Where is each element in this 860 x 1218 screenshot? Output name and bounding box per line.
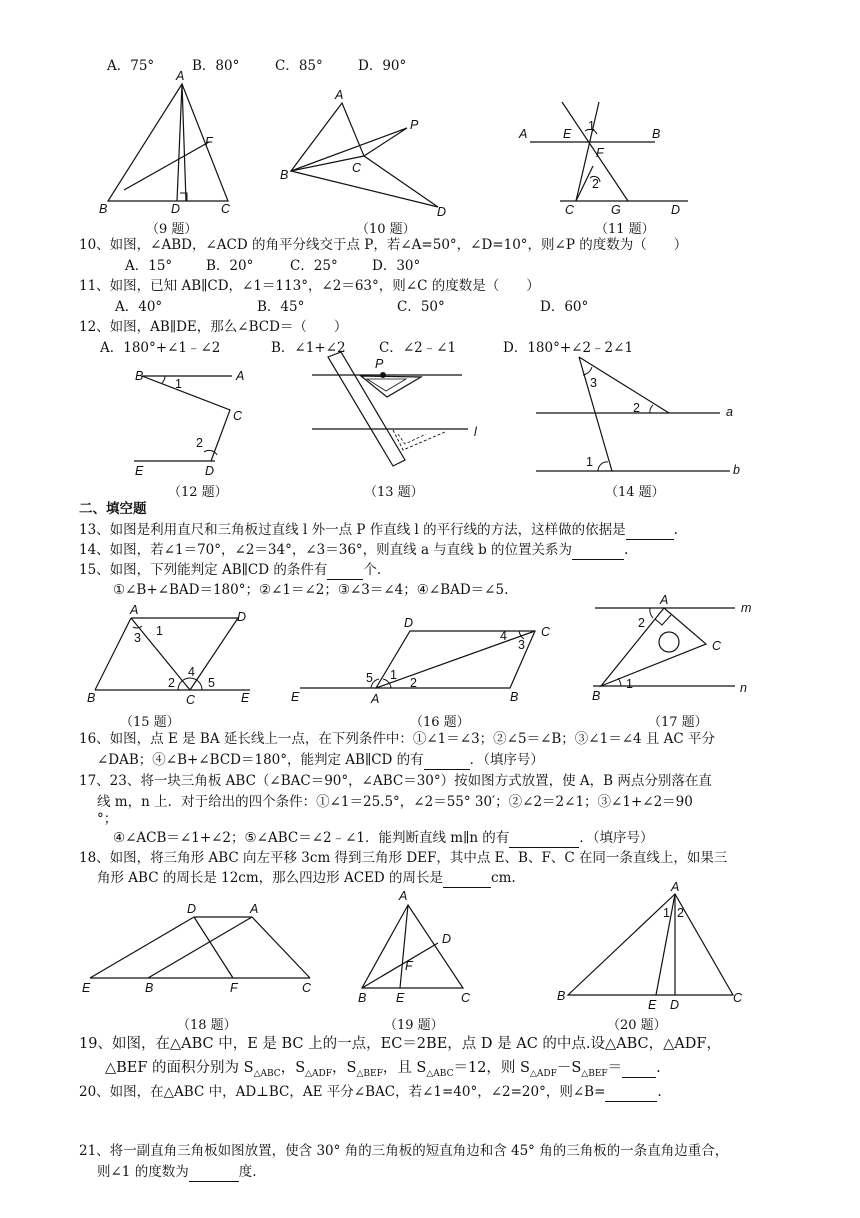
label-11-A: A: [519, 127, 528, 141]
label-14-b: b: [733, 463, 740, 477]
label-15-E: E: [241, 691, 250, 705]
q19-sub-bef-2: △BEF: [581, 1068, 608, 1079]
label-19-B: B: [358, 991, 367, 1005]
q19-line2: [105, 1059, 661, 1083]
caption-12: （12 题）: [168, 485, 228, 500]
figure-14: [536, 357, 740, 477]
q19-sub-abc: △ABC: [253, 1068, 281, 1079]
label-15-2: 2: [168, 676, 175, 690]
caption-16: （16 题）: [410, 715, 470, 730]
label-11-D: D: [671, 203, 681, 217]
q15-unit: 个.: [363, 562, 382, 578]
section-title: 二、填空题: [79, 501, 147, 517]
label-16-4: 4: [500, 629, 507, 643]
label-12-E: E: [135, 464, 144, 478]
q18-body: 角形 ABC 的周长是 12cm，那么四边形 ACED 的周长是: [97, 870, 444, 886]
figure-10: [280, 88, 446, 219]
q19-part-g: ＝: [607, 1060, 623, 1076]
label-19-F: F: [405, 959, 413, 973]
q19-part-e: ＝12，则 S: [453, 1060, 530, 1076]
figure-16: [291, 616, 551, 706]
label-11-1: 1: [588, 119, 595, 133]
caption-13: （13 题）: [364, 485, 424, 500]
caption-9: （9 题）: [146, 222, 198, 237]
label-12-2: 2: [196, 436, 203, 450]
q17-line4: [113, 829, 654, 848]
label-16-1: 1: [390, 668, 397, 682]
q14-blank[interactable]: [572, 541, 624, 560]
label-16-C: C: [541, 625, 551, 639]
q18-line1: 18、如图，将三角形 ABC 向左平移 3cm 得到三角形 DEF，其中点 E、B、F、C 在同一条直线上，如果三: [79, 850, 728, 866]
figure-12: [134, 369, 244, 478]
label-18-B: B: [145, 981, 154, 995]
label-12-D: D: [205, 464, 215, 478]
label-20-D: D: [670, 998, 680, 1012]
label-11-G: G: [611, 203, 621, 217]
label-18-C: C: [302, 981, 312, 995]
q12-option-a: A．180°+∠1﹣∠2: [100, 340, 221, 356]
label-14-a: a: [726, 405, 733, 419]
label-18-A: A: [250, 902, 259, 916]
figure-18: [82, 902, 312, 995]
q21-blank[interactable]: [189, 1163, 239, 1182]
q19-blank[interactable]: [622, 1059, 656, 1078]
q17-line1: 17、23、将一块三角板 ABC（∠BAC＝90°，∠ABC＝30°）按如图方式放置，使 A，B 两点分别落在直: [79, 773, 712, 789]
label-15-4: 4: [188, 665, 195, 679]
caption-14: （14 题）: [605, 485, 665, 500]
label-9-B: B: [99, 202, 108, 216]
label-17-B: B: [592, 689, 601, 703]
q19-part-d: ，且 S: [382, 1060, 427, 1076]
label-16-D: D: [404, 616, 414, 630]
label-12-C: C: [233, 409, 243, 423]
label-15-D: D: [237, 610, 247, 624]
caption-10: （10 题）: [356, 222, 416, 237]
q11-option-c: C．50°: [397, 299, 445, 315]
figure-11: [518, 102, 688, 217]
label-19-E: E: [396, 991, 405, 1005]
caption-15: （15 题）: [120, 715, 180, 730]
label-10-C: C: [352, 161, 362, 175]
q21-body: 则∠1 的度数为: [97, 1164, 189, 1180]
q18-blank[interactable]: [443, 869, 491, 888]
figure-15: [87, 603, 250, 707]
label-11-C: C: [565, 203, 575, 217]
label-11-2: 2: [592, 177, 599, 191]
q13-text: 13、如图是利用直尺和三角板过直线 l 外一点 P 作直线 l 的平行线的方法，这样做的依据是 .: [79, 522, 678, 538]
q18-tail: cm.: [491, 870, 516, 886]
figure-17: [592, 593, 751, 703]
q21-line2: [97, 1163, 257, 1182]
label-16-5: 5: [366, 671, 373, 685]
q11-option-a: A．40°: [115, 299, 163, 315]
q10-option-b: B．20°: [206, 258, 254, 274]
label-19-D: D: [442, 932, 452, 946]
caption-11: （11 题）: [595, 222, 655, 237]
caption-17: （17 题）: [648, 715, 708, 730]
q10-option-d: D．30°: [372, 258, 421, 274]
q16-line1: 16、如图，点 E 是 BA 延长线上一点，在下列条件中：①∠1＝∠3；②∠5＝∠B；③∠1＝∠4 且 AC 平分: [79, 731, 716, 747]
q10-option-a: A．15°: [125, 258, 173, 274]
q19-part-f: －S: [556, 1060, 582, 1076]
label-20-A: A: [671, 880, 680, 894]
q13-body: 13、如图是利用直尺和三角板过直线 l 外一点 P 作直线 l 的平行线的方法，这样做的依据是: [79, 522, 626, 538]
q15-blank[interactable]: [327, 561, 363, 580]
label-17-C: C: [712, 639, 722, 653]
label-12-1: 1: [175, 377, 182, 391]
q9-option-d: D．90°: [358, 58, 407, 74]
label-13-l: l: [474, 425, 477, 439]
q18-line2: [97, 869, 516, 888]
caption-19: （19 题）: [384, 1018, 444, 1033]
label-14-3: 3: [590, 376, 597, 390]
q19-part-a: △BEF 的面积分别为 S: [105, 1060, 254, 1076]
label-20-E: E: [648, 998, 657, 1012]
label-15-A: A: [130, 603, 139, 617]
q15-body: 15、如图，下列能判定 AB∥CD 的条件有: [79, 562, 328, 578]
label-17-1: 1: [626, 677, 633, 691]
label-17-2: 2: [638, 616, 645, 630]
label-15-3: 3: [134, 631, 141, 645]
label-16-3: 3: [518, 638, 525, 652]
label-9-A: A: [176, 69, 185, 83]
label-18-E: E: [82, 981, 91, 995]
q17-line2: 线 m，n 上．对于给出的四个条件：①∠1＝25.5°，∠2＝55° 30′；②∠2＝2∠1；③∠1+∠2＝90: [97, 794, 693, 810]
q17-blank[interactable]: [509, 829, 579, 848]
q19-sub-adf-2: △ADF: [529, 1068, 557, 1079]
q19-sub-bef: △BEF: [356, 1068, 383, 1079]
q14-body: 14、如图，若∠1＝70°，∠2＝34°，∠3＝36°，则直线 a 与直线 b 的位置关系为: [79, 542, 573, 558]
label-11-E: E: [563, 127, 572, 141]
q19-part-b: ，S: [280, 1060, 306, 1076]
q19-part-c: ，S: [332, 1060, 357, 1076]
q12-option-c: C．∠2﹣∠1: [379, 340, 457, 356]
q16-body: ∠DAB；④∠B+∠BCD＝180°，能判定 AB∥CD 的有: [97, 752, 424, 768]
label-10-P: P: [410, 118, 419, 132]
label-16-A: A: [371, 692, 380, 706]
q16-blank[interactable]: [424, 751, 470, 770]
q12-text: 12、如图，AB∥DE，那么∠BCD＝（ ）: [79, 319, 348, 335]
q9-option-b: B．80°: [192, 58, 240, 74]
q12-option-b: B．∠1+∠2: [271, 340, 346, 356]
label-20-2: 2: [677, 906, 684, 920]
q10-text: 10、如图，∠ABD，∠ACD 的角平分线交于点 P，若∠A=50°，∠D=10°，则∠P 的度数为（ ）: [79, 237, 688, 253]
label-13-P: P: [375, 357, 384, 371]
q17-body: ④∠ACB＝∠1+∠2；⑤∠ABC＝∠2﹣∠1．能判断直线 m∥n 的有: [113, 830, 510, 846]
label-12-A: A: [236, 369, 245, 383]
label-15-C: C: [186, 693, 196, 707]
label-16-E: E: [291, 690, 300, 704]
label-16-B: B: [510, 690, 519, 704]
q12-option-d: D．180°+∠2﹣2∠1: [503, 340, 634, 356]
q21-line1: 21、将一副直角三角板如图放置，使含 30° 角的三角板的短直角边和含 45° 角的三角板的一条直角边重合，: [79, 1143, 729, 1159]
q11-option-d: D．60°: [540, 299, 589, 315]
label-20-B: B: [557, 989, 566, 1003]
label-18-F: F: [230, 981, 238, 995]
caption-18: （18 题）: [177, 1018, 237, 1033]
label-9-F: F: [205, 135, 213, 149]
label-11-F: F: [596, 146, 604, 160]
label-16-2: 2: [410, 676, 417, 690]
label-10-A: A: [335, 88, 344, 102]
label-20-C: C: [733, 991, 743, 1005]
label-15-B: B: [87, 691, 96, 705]
label-17-A: A: [660, 593, 669, 607]
label-9-C: C: [221, 202, 231, 216]
label-9-D: D: [171, 202, 181, 216]
figure-9: [99, 69, 231, 216]
q19-line1: 19、如图，在△ABC 中，E 是 BC 上的一点，EC＝2BE，点 D 是 AC 的中点.设△ABC，△ADF，: [79, 1036, 721, 1052]
label-17-m: m: [741, 601, 752, 615]
label-14-2: 2: [633, 401, 640, 415]
q14-text: 14、如图，若∠1＝70°，∠2＝34°，∠3＝36°，则直线 a 与直线 b 的位置关系为 .: [79, 542, 629, 558]
q15-text: [79, 561, 381, 580]
q9-option-a: A．75°: [107, 58, 155, 74]
label-19-C: C: [461, 991, 471, 1005]
label-18-D: D: [187, 902, 197, 916]
label-11-B: B: [652, 127, 661, 141]
q19-sub-abc-2: △ABC: [426, 1068, 454, 1079]
figure-13: [312, 352, 478, 466]
label-19-A: A: [399, 889, 408, 903]
label-10-D: D: [437, 205, 447, 219]
label-10-B: B: [280, 168, 289, 182]
label-17-n: n: [740, 681, 747, 695]
figure-20: [557, 880, 743, 1012]
q10-option-c: C．25°: [290, 258, 338, 274]
q19-sub-adf: △ADF: [305, 1068, 333, 1079]
q11-option-b: B．45°: [257, 299, 305, 315]
label-12-B: B: [135, 369, 144, 383]
q20-body: 20、如图，在△ABC 中，AD⊥BC，AE 平分∠BAC，若∠1=40°，∠2=20°，则∠B=: [79, 1084, 606, 1100]
q17-tail: ．（填序号）: [579, 830, 654, 846]
q21-tail: 度.: [238, 1164, 257, 1180]
q20-blank[interactable]: [605, 1083, 657, 1102]
q15-conditions: ①∠B+∠BAD＝180°；②∠1＝∠2；③∠3＝∠4；④∠BAD＝∠5.: [113, 582, 509, 598]
q16-line2: [97, 751, 544, 770]
q11-text: 11、如图，已知 AB∥CD，∠1＝113°，∠2＝63°，则∠C 的度数是（ ）: [79, 278, 540, 294]
label-20-1: 1: [663, 906, 670, 920]
label-15-5: 5: [208, 676, 215, 690]
label-15-1: 1: [156, 624, 163, 638]
figure-19: [358, 889, 471, 1005]
q19-tail: .: [656, 1060, 661, 1076]
q16-tail: ．（填序号）: [469, 752, 544, 768]
q20-tail: .: [657, 1084, 662, 1100]
q9-option-c: C．85°: [275, 58, 323, 74]
q20-text: [79, 1083, 662, 1102]
caption-20: （20 题）: [607, 1018, 667, 1033]
label-14-1: 1: [586, 455, 593, 469]
q17-line3: °；: [97, 811, 118, 827]
q13-blank[interactable]: [626, 521, 674, 540]
